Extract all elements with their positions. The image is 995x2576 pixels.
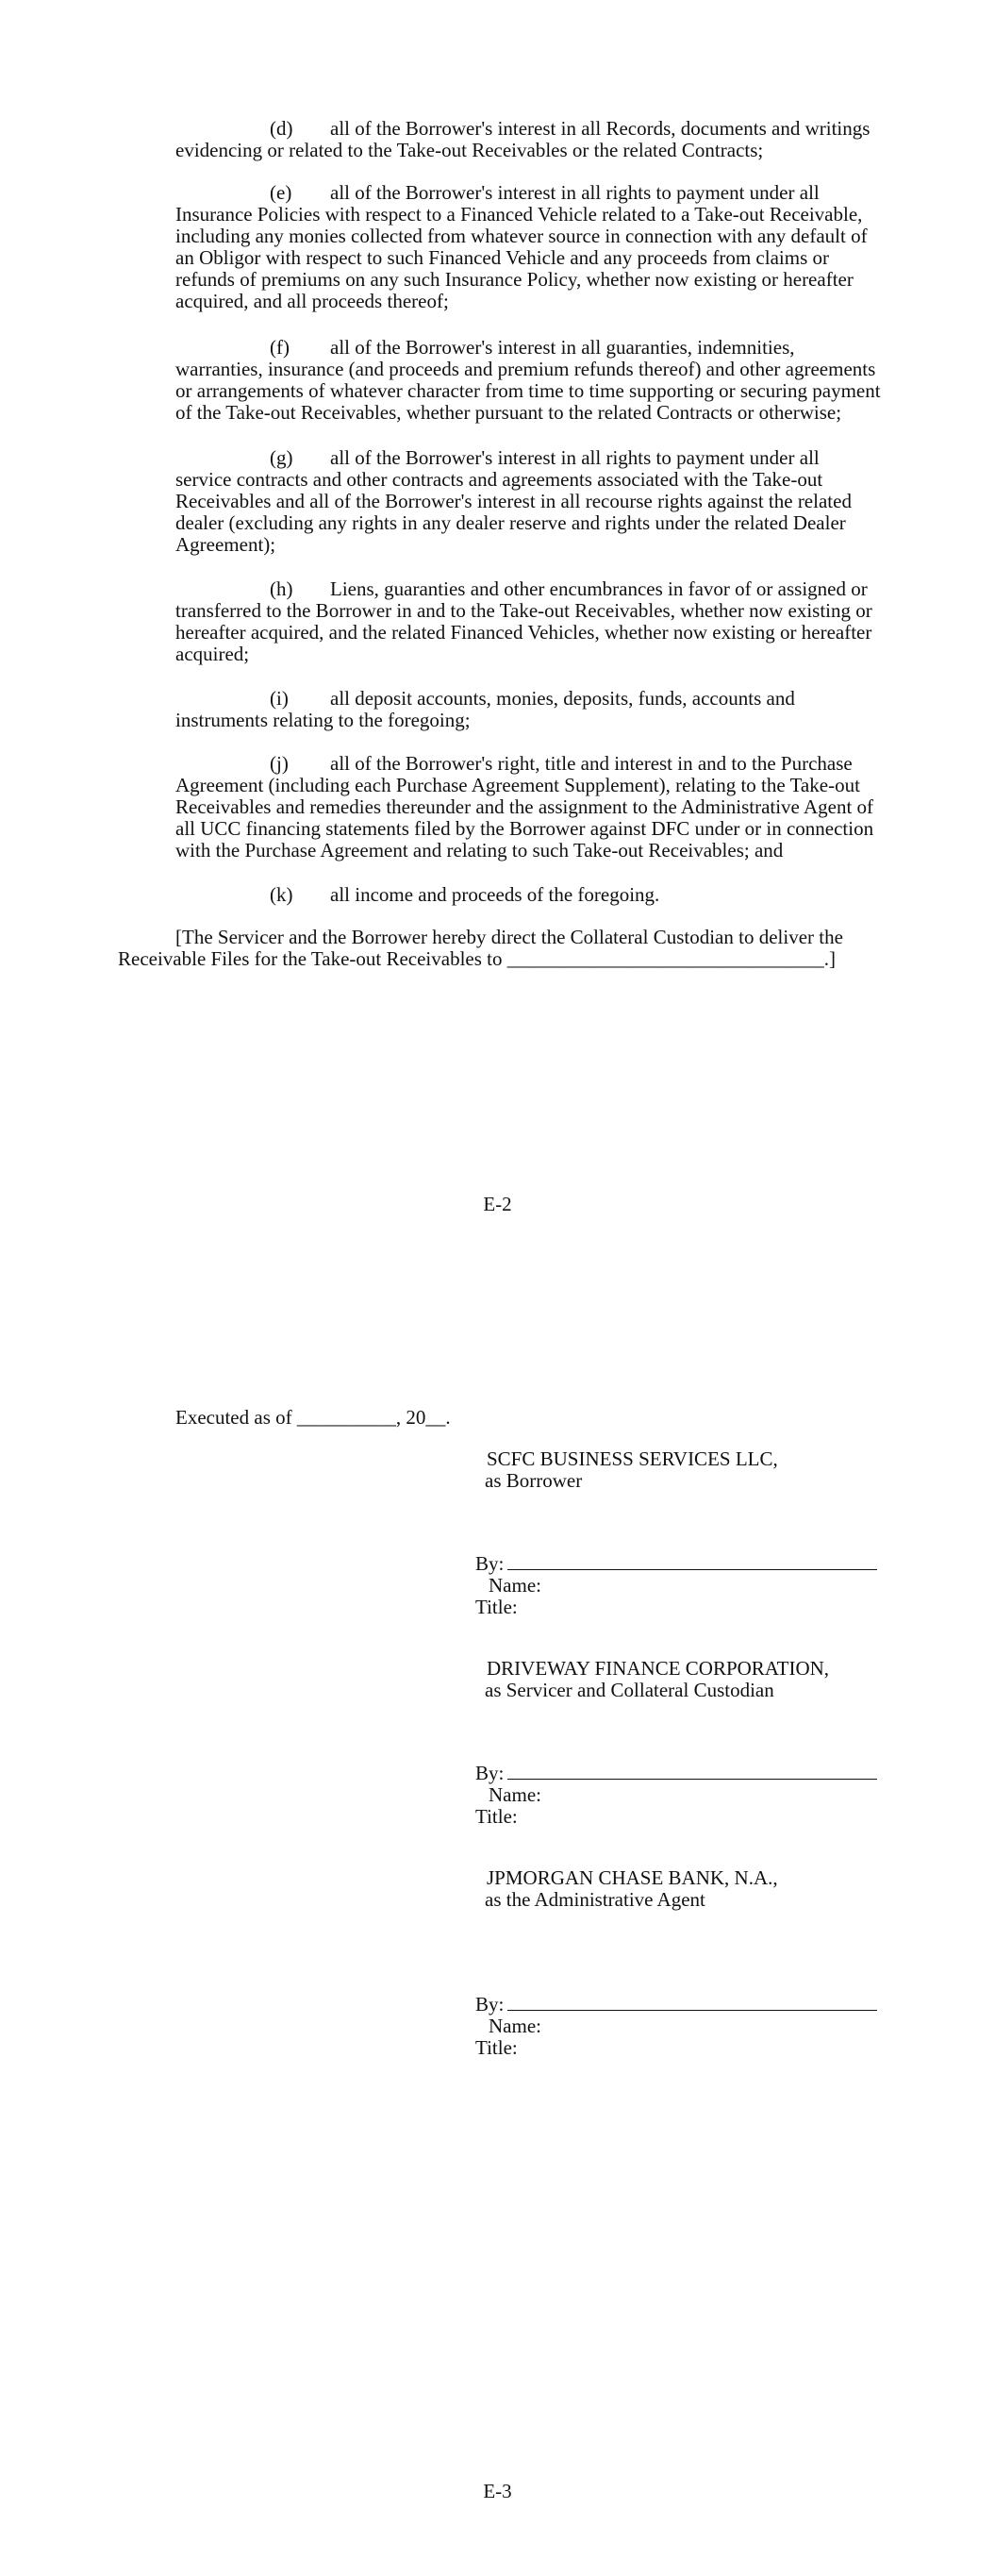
signatory-name: DRIVEWAY FINANCE CORPORATION, [487, 1657, 830, 1680]
clause-first-line: all deposit accounts, monies, deposits, funds, accounts and [330, 687, 795, 710]
by-label: By: [475, 1762, 505, 1784]
signatory-servicer [487, 1658, 829, 1701]
clause-first-line: all of the Borrower's interest in all Records, documents and writings [330, 117, 871, 140]
clause-d [175, 118, 885, 161]
clause-first-line: Liens, guaranties and other encumbrances in favor of or assigned or [330, 577, 868, 600]
clause-h [175, 578, 885, 665]
clause-text: service contracts and other contracts and agreements associated with the Take-out Receivables and all of the Borrower's interest in all recourse rights against the related dealer (excluding any rights in any dealer reserve and rights under the related Dealer Agreement); [175, 468, 852, 556]
signatory-name: SCFC BUSINESS SERVICES LLC, [487, 1447, 778, 1470]
title-label: Title: [475, 2036, 518, 2059]
clause-text: instruments relating to the foregoing; [175, 709, 471, 731]
signature-line[interactable] [507, 1552, 877, 1570]
clause-j [175, 753, 885, 861]
clause-text: Insurance Policies with respect to a Financed Vehicle related to a Take-out Receivable, including any monies collected from whatever source in connection with any default of an Obligor with respect to such Financed Vehicle and any proceeds from claims or refunds of premiums on any such Insurance Policy, whether now existing or hereafter acquired, and all proceeds thereof; [175, 203, 868, 312]
signatory-role: as the Administrative Agent [485, 1888, 705, 1911]
clause-e [175, 182, 885, 312]
page-number: E-3 [483, 2480, 512, 2502]
bracket-line-2: Receivable Files for the Take-out Receivables to ________________________________.] [118, 947, 836, 970]
name-label: Name: [489, 2015, 541, 2037]
clause-mark: (i) [270, 687, 289, 710]
clause-first-line: all of the Borrower's interest in all rights to payment under all [330, 446, 820, 469]
clause-mark: (f) [270, 336, 290, 359]
bracket-line-1: [The Servicer and the Borrower hereby direct the Collateral Custodian to deliver the [175, 926, 843, 948]
clause-first-line: all income and proceeds of the foregoing. [330, 883, 660, 906]
executed-date-line: Executed as of __________, 20__. [175, 1406, 451, 1429]
name-label: Name: [489, 1574, 541, 1597]
signatory-role: as Servicer and Collateral Custodian [485, 1679, 774, 1701]
by-label: By: [475, 1993, 505, 2016]
clause-text: evidencing or related to the Take-out Receivables or the related Contracts; [175, 139, 764, 161]
clause-mark: (h) [270, 577, 293, 600]
clause-first-line: all of the Borrower's interest in all guaranties, indemnities, [330, 336, 795, 359]
signatory-borrower [487, 1448, 778, 1492]
signature-line[interactable] [507, 1762, 877, 1780]
signatory-role: as Borrower [485, 1469, 583, 1492]
clause-first-line: all of the Borrower's interest in all rights to payment under all [330, 181, 820, 204]
clause-g [175, 447, 885, 556]
clause-mark: (d) [270, 117, 293, 140]
collateral-custodian-direction [118, 927, 901, 970]
clause-text: transferred to the Borrower in and to the Take-out Receivables, whether now existing or hereafter acquired, and the related Financed Vehicles, whether now existing or hereafter acquired; [175, 599, 872, 665]
signature-block-servicer [475, 1762, 877, 1828]
clause-k [175, 884, 885, 906]
clause-mark: (e) [270, 181, 292, 204]
clause-first-line: all of the Borrower's right, title and interest in and to the Purchase [330, 752, 853, 775]
clause-mark: (j) [270, 752, 289, 775]
clause-text: Agreement (including each Purchase Agreement Supplement), relating to the Take-out Receivables and remedies thereunder and the assignment to the Administrative Agent of all UCC financing statements filed by the Borrower against DFC under or in connection with the Purchase Agreement and relating to such Take-out Receivables; and [175, 774, 874, 861]
signature-block-borrower [475, 1552, 877, 1618]
by-label: By: [475, 1552, 505, 1575]
clause-f [175, 337, 885, 424]
page-number: E-2 [483, 1193, 512, 1215]
clause-text: warranties, insurance (and proceeds and premium refunds thereof) and other agreements or arrangements of whatever character from time to time supporting or securing payment of the Take-out Receivables, whether pursuant to the related Contracts or otherwise; [175, 358, 881, 424]
signatory-name: JPMORGAN CHASE BANK, N.A., [487, 1866, 778, 1889]
title-label: Title: [475, 1805, 518, 1828]
clause-i [175, 688, 885, 731]
signature-line[interactable] [507, 1993, 877, 2011]
signature-block-administrative-agent [475, 1993, 877, 2059]
clause-mark: (g) [270, 446, 293, 469]
clause-mark: (k) [270, 883, 293, 906]
signatory-administrative-agent [487, 1867, 778, 1911]
title-label: Title: [475, 1596, 518, 1618]
name-label: Name: [489, 1783, 541, 1806]
